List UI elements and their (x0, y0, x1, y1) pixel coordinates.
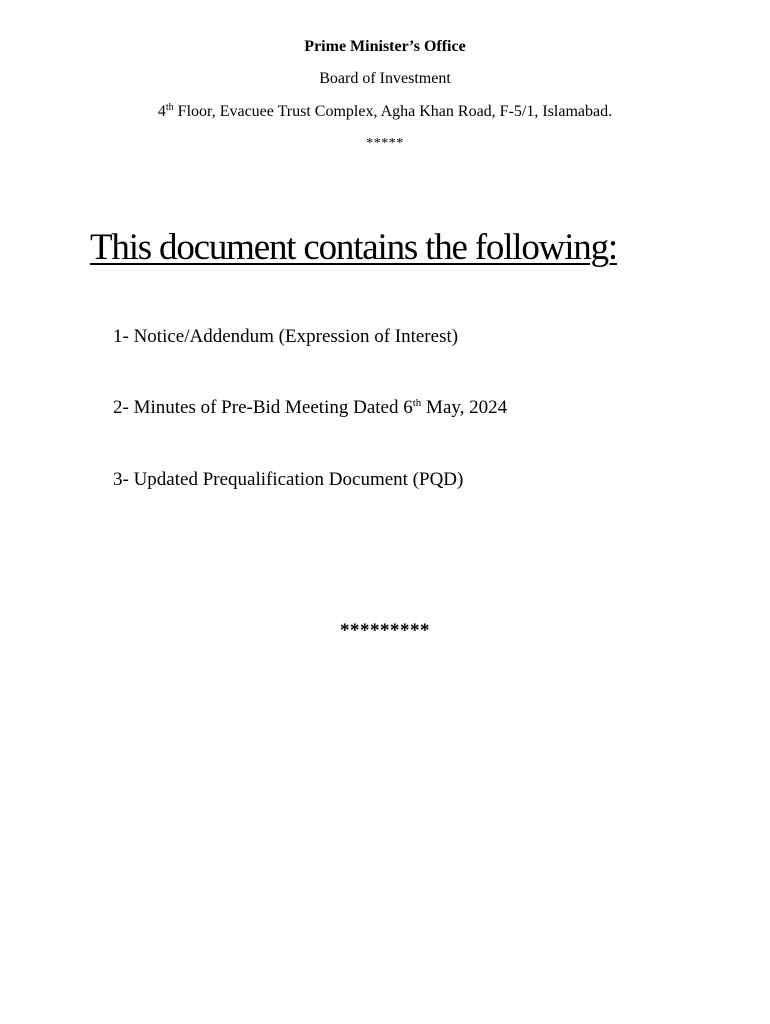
board-name: Board of Investment (319, 70, 451, 87)
list-item-text: 2- Minutes of Pre-Bid Meeting Dated 6 (113, 397, 413, 418)
floor-ordinal-suffix: th (165, 102, 174, 113)
footer-separator: ********* (340, 620, 430, 641)
date-ordinal-suffix: th (412, 397, 422, 409)
address-text: Floor, Evacuee Trust Complex, Agha Khan Road, F-5/1, Islamabad. (173, 103, 613, 120)
list-item: 1- Notice/Addendum (Expression of Interest) (113, 326, 459, 347)
floor-number: 4 (157, 103, 166, 120)
address-line (0, 103, 770, 121)
list-item: 3- Updated Prequalification Document (PQD) (113, 469, 464, 490)
office-title: Prime Minister’s Office (304, 38, 466, 55)
header-separator: ***** (366, 136, 404, 151)
list-item-date: May, 2024 (421, 397, 508, 418)
contents-heading: This document contains the following: (90, 227, 617, 268)
list-item (113, 397, 507, 419)
